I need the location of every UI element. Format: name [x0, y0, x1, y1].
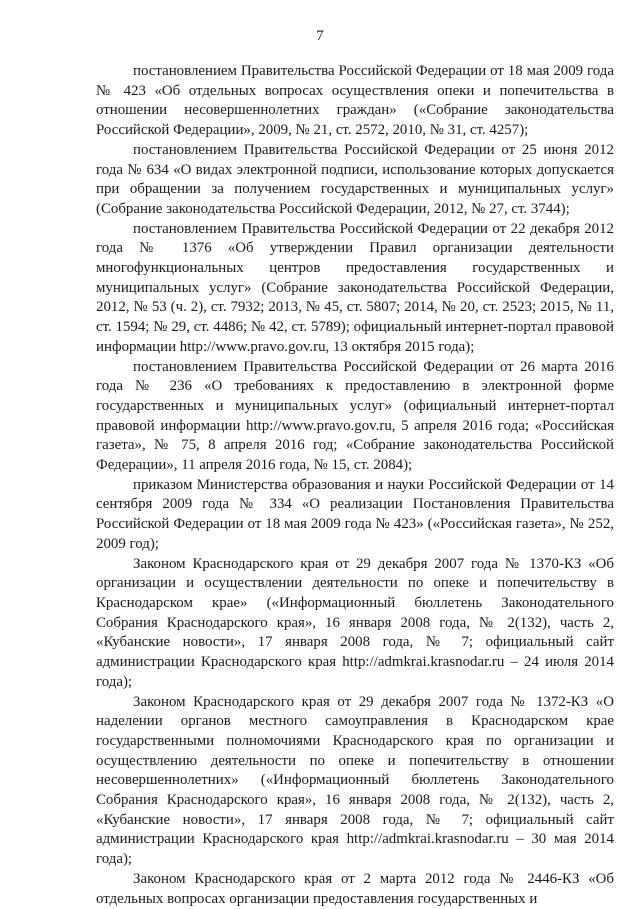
body-text — [96, 62, 614, 909]
paragraph-regional-law-1372: Законом Краснодарского края от 29 декабря 2007 года № 1372-КЗ «О наделении органов местного самоуправления в Краснодарском крае государственными полномочиями Краснодарского края по организации и осуществлению деятельности по опеке и попечительству в отношении несовершеннолетних» («Информационный бюллетень Законодательного Собрания Краснодарского края», 16 января 2008 года, № 2(132), часть 2, «Кубанские новости», 17 января 2008 года, № 7; официальный сайт администрации Краснодарского края http://admkrai.krasnodar.ru – 30 мая 2014 года); — [96, 693, 614, 868]
paragraph-gov-decree-634: постановлением Правительства Российской Федерации от 25 июня 2012 года № 634 «О видах электронной подписи, использование которых допускается при обращении за получением государственных и муниципальных услуг» (Собрание законодательства Российской Федерации, 2012, № 27, ст. 3744); — [96, 141, 614, 217]
paragraph-gov-decree-236: постановлением Правительства Российской Федерации от 26 марта 2016 года № 236 «О требованиях к предоставлению в электронной форме государственных и муниципальных услуг» (официальный интернет-портал правовой информации http://www.pravo.gov.ru, 5 апреля 2016 года; «Российская газета», № 75, 8 апреля 2016 год; «Собрание законодательства Российской Федерации», 11 апреля 2016 года, № 15, ст. 2084); — [96, 358, 614, 474]
page-number: 7 — [316, 28, 324, 44]
paragraph-ministry-order-334: приказом Министерства образования и науки Российской Федерации от 14 сентября 2009 года № 334 «О реализации Постановления Правительства Российской Федерации от 18 мая 2009 года № 423» («Российская газета», № 252, 2009 год); — [96, 476, 614, 552]
paragraph-regional-law-1370: Законом Краснодарского края от 29 декабря 2007 года № 1370-КЗ «Об организации и осуществлении деятельности по опеке и попечительству в Краснодарском крае» («Информационный бюллетень Законодательного Собрания Краснодарского края», 16 января 2008 года, № 2(132), часть 2, «Кубанские новости», 17 января 2008 года, № 7; официальный сайт администрации Краснодарского края http://admkrai.krasnodar.ru – 24 июля 2014 года); — [96, 555, 614, 690]
paragraph-gov-decree-423: постановлением Правительства Российской Федерации от 18 мая 2009 года № 423 «Об отдельных вопросах осуществления опеки и попечительства в отношении несовершеннолетних граждан» («Собрание законодательства Российской Федерации», 2009, № 21, ст. 2572, 2010, № 31, ст. 4257); — [96, 63, 614, 139]
paragraph-gov-decree-1376: постановлением Правительства Российской Федерации от 22 декабря 2012 года № 1376 «Об утверждении Правил организации деятельности многофункциональных центров предоставления государственных и муниципальных услуг» (Собрание законодательства Российской Федерации, 2012, № 53 (ч. 2), ст. 7932; 2013, № 45, ст. 5807; 2014, № 20, ст. 2523; 2015, № 11, ст. 1594; № 29, ст. 4486; № 42, ст. 5789); официальный интернет-портал правовой информации http://www.pravo.gov.ru, 13 октября 2015 года); — [96, 220, 614, 355]
paragraph-regional-law-2446: Законом Краснодарского края от 2 марта 2012 года № 2446-КЗ «Об отдельных вопросах организации предоставления государственных и — [96, 870, 614, 907]
